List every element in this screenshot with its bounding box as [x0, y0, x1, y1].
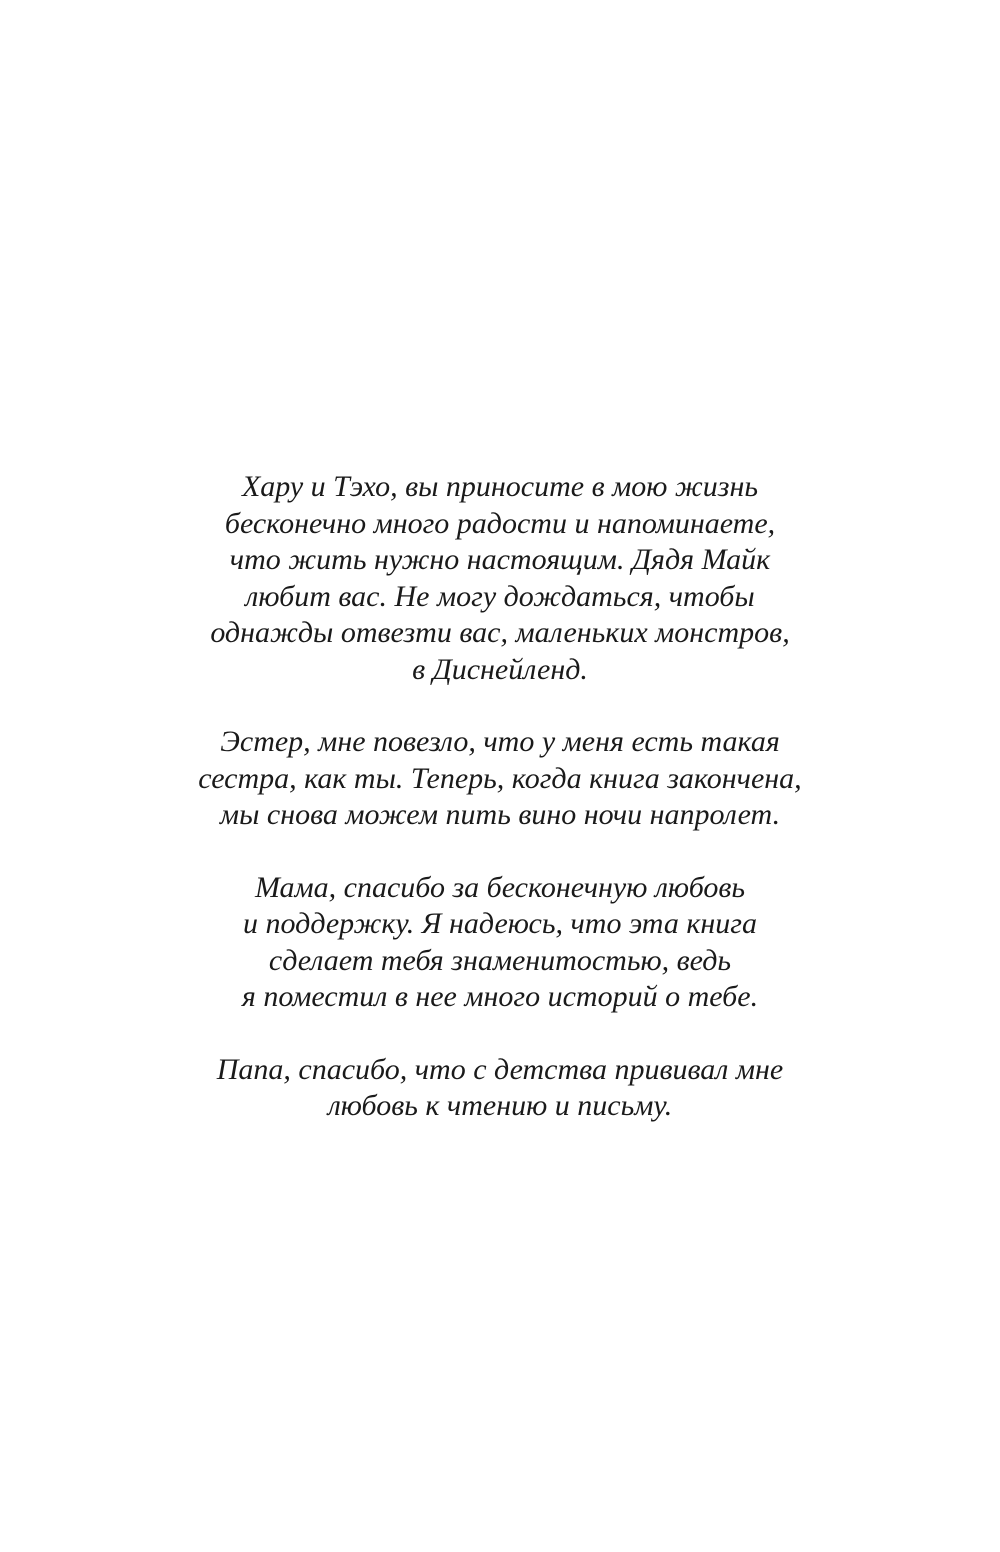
- text-line: однажды отвезти вас, маленьких монстров,: [210, 616, 790, 649]
- paragraph-children: [0, 469, 1000, 688]
- text-line: сделает тебя знаменитостью, ведь: [268, 943, 732, 977]
- paragraph-mother: [0, 870, 1000, 1016]
- acknowledgments-text: [0, 469, 1000, 1161]
- text-line: что жить нужно настоящим. Дядя Майк: [229, 543, 771, 576]
- text-line: бесконечно много радости и напоминаете,: [224, 506, 776, 540]
- text-line: и поддержку. Я надеюсь, что эта книга: [243, 907, 757, 940]
- text-line: в Диснейленд.: [412, 652, 588, 686]
- text-line: я поместил в нее много историй о тебе.: [241, 980, 759, 1013]
- text-line: Мама, спасибо за бесконечную любовь: [254, 870, 746, 904]
- paragraph-father: [0, 1052, 1000, 1125]
- text-line: любит вас. Не могу дождаться, чтобы: [245, 579, 755, 613]
- text-line: Эстер, мне повезло, что у меня есть такая: [220, 725, 780, 758]
- text-line: мы снова можем пить вино ночи напролет.: [219, 798, 781, 831]
- text-line: любовь к чтению и письму.: [327, 1089, 673, 1122]
- text-line: Хару и Тэхо, вы приносите в мою жизнь: [241, 470, 759, 503]
- paragraph-sister: [0, 724, 1000, 834]
- text-line: сестра, как ты. Теперь, когда книга закончена,: [198, 761, 802, 795]
- text-line: Папа, спасибо, что с детства прививал мне: [216, 1052, 784, 1086]
